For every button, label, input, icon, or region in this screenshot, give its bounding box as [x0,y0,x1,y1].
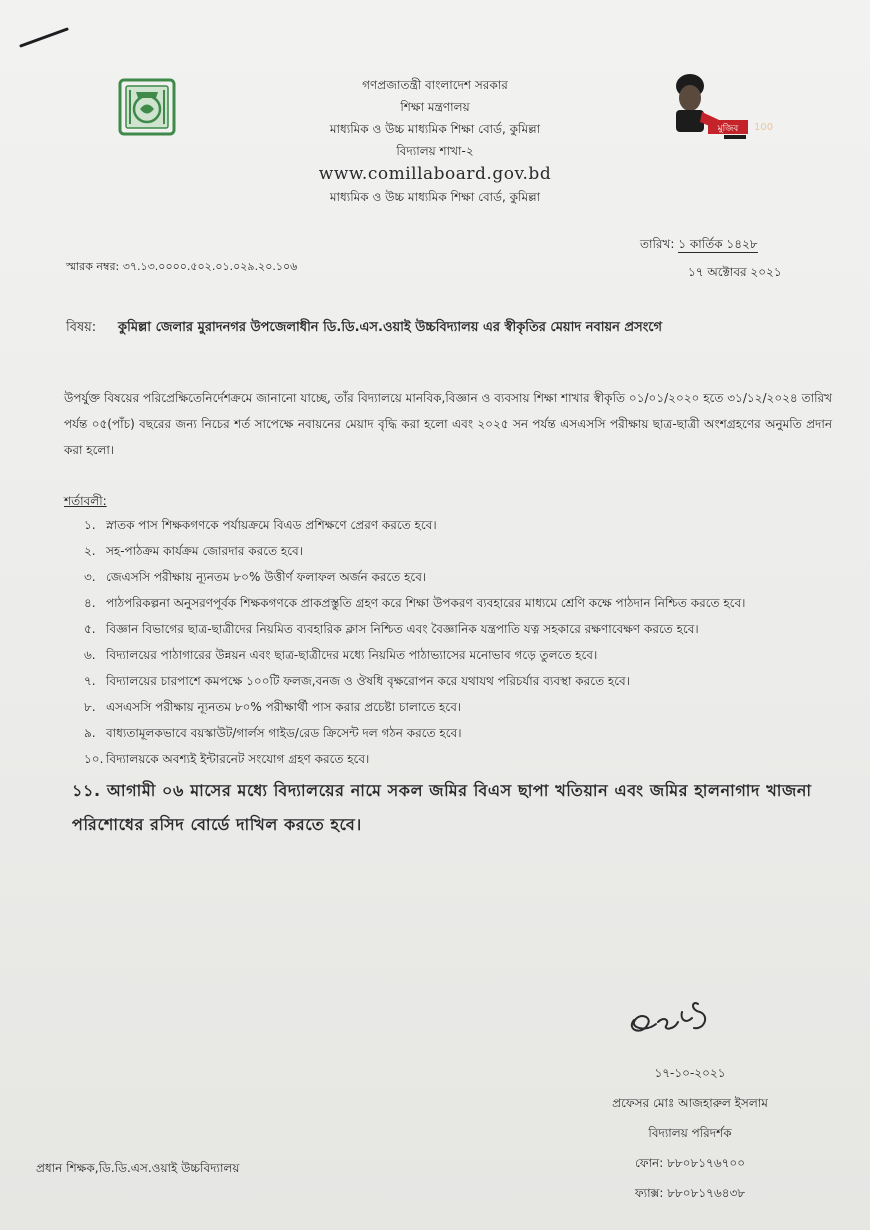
date-bangla: ১ কার্তিক ১৪২৮ [678,237,758,251]
signatory-fax: ফ্যাক্স: ৮৮০৮১৭৬৪৩৮ [634,1186,746,1200]
handwritten-signature [620,990,750,1042]
signatory-designation: বিদ্যালয় পরিদর্শক [648,1126,732,1140]
conditions-title: শর্তাবলী: [64,494,107,508]
condition-item: ৪. পাঠপরিকল্পনা অনুসরণপূর্বক শিক্ষকগণকে প্রাকপ্রস্তুতি গ্রহণ করে শিক্ষা উপকরণ ব্যবহারের মাধ্যমে শ্রেণি কক্ষে পাঠদান নিশ্চিত করতে হবে। [84,596,746,610]
date-block [640,236,820,284]
subject-text: কুমিল্লা জেলার মুরাদনগর উপজেলাধীন ডি.ডি.এস.ওয়াই উচ্চবিদ্যালয় এর স্বীকৃতির মেয়াদ নবায়ন প্রসংগে [118,320,663,335]
header-board: মাধ্যমিক ও উচ্চ মাধ্যমিক শিক্ষা বোর্ড, কুমিল্লা [329,122,541,136]
recipient: প্রধান শিক্ষক,ডি.ডি.এস.ওয়াই উচ্চবিদ্যালয় [36,1161,240,1175]
pen-mark [19,27,69,48]
header-govt: গণপ্রজাতন্ত্রী বাংলাদেশ সরকার [362,78,508,92]
condition-item: ৫. বিজ্ঞান বিভাগের ছাত্র-ছাত্রীদের নিয়মিত ব্যবহারিক ক্লাস নিশ্চিত এবং বৈজ্ঞানিক যন্ত্রপাতি যত্ন সহকারে রক্ষণাবেক্ষণ করতে হবে। [84,622,699,636]
mujib-centenary-logo [662,72,774,144]
board-logo [118,78,176,136]
signatory-name: প্রফেসর মোঃ আজহারুল ইসলাম [612,1096,768,1110]
condition-item: ৮. এসএসসি পরীক্ষায় ন্যূনতম ৮০% পরীক্ষার্থী পাস করার প্রচেষ্টা চালাতে হবে। [84,700,462,714]
signatory-phone: ফোন: ৮৮০৮১৭৬৭০০ [634,1156,746,1170]
subject-line [66,314,826,342]
header-website: www.comillaboard.gov.bd [318,164,552,184]
condition-item: ৭. বিদ্যালয়ের চারপাশে কমপক্ষে ১০০টি ফলজ,বনজ ও ঔষধি বৃক্ষরোপন করে যথাযথ পরিচর্যার ব্যবস্থা করতে হবে। [84,674,631,688]
svg-text:মুজিব: মুজিব [717,124,739,134]
letterhead [240,74,630,208]
header-ministry: শিক্ষা মন্ত্রণালয় [400,100,470,114]
svg-text:100: 100 [754,122,774,133]
conditions-list [72,512,834,842]
memo-number: স্মারক নম্বর: ৩৭.১৩.০০০০.৫০২.০১.০২৯.২০.১০৬ [66,260,298,273]
special-condition: ১১. আগামী ০৬ মাসের মধ্যে বিদ্যালয়ের নামে সকল জমির বিএস ছাপা খতিয়ান এবং জমির হালনাগাদ খাজনা পরিশোধের রসিদ বোর্ডে দাখিল করতে হবে। [72,781,812,834]
condition-item: ১. স্নাতক পাস শিক্ষকগণকে পর্যায়ক্রমে বিএড প্রশিক্ষণে প্রেরণ করতে হবে। [84,518,437,532]
condition-item: ৬. বিদ্যালয়ের পাঠাগারের উন্নয়ন এবং ছাত্র-ছাত্রীদের মধ্যে নিয়মিত পাঠাভ্যাসের মনোভাব গড়ে তুলতে হবে। [84,648,598,662]
condition-item: ২. সহ-পাঠক্রম কার্যক্রম জোরদার করতে হবে। [84,544,304,558]
subject-label: বিষয়: [66,320,97,335]
signatory-block [560,1058,820,1208]
condition-item: ১০. বিদ্যালয়কে অবশ্যই ইন্টারনেট সংযোগ গ্রহণ করতে হবে। [84,752,370,766]
header-board-repeat: মাধ্যমিক ও উচ্চ মাধ্যমিক শিক্ষা বোর্ড, কুমিল্লা [329,190,541,204]
signature-date: ১৭-১০-২০২১ [654,1066,726,1080]
date-label: তারিখ: [640,237,675,251]
body-paragraph: উপর্যুক্ত বিষয়ের পরিপ্রেক্ষিতেনির্দেশক্রমে জানানো যাচ্ছে, তাঁর বিদ্যালয়ে মানবিক,বিজ্ঞান ও ব্যবসায় শিক্ষা শাখার স্বীকৃতি ০১/০১/২০২০ হতে ৩১/১২/২০২৪ তারিখ পর্যন্ত ০৫(পাঁচ) বছরের জন্য নিচের শর্ত সাপেক্ষে নবায়নের মেয়াদ বৃদ্ধি করা হলো এবং ২০২৫ সন পর্যন্ত এসএসসি পরীক্ষায় ছাত্র-ছাত্রী অংশগ্রহণের অনুমতি প্রদান করা হলো। [64,391,832,457]
condition-item: ৯. বাধ্যতামূলকভাবে বয়স্কাউট/গার্লস গাইড/রেড ক্রিসেন্ট দল গঠন করতে হবে। [84,726,462,740]
header-branch: বিদ্যালয় শাখা-২ [396,144,474,158]
condition-item: ৩. জেএসসি পরীক্ষায় ন্যূনতম ৮০% উত্তীর্ণ ফলাফল অর্জন করতে হবে। [84,570,427,584]
date-english: ১৭ অক্টোবর ২০২১ [688,265,782,279]
